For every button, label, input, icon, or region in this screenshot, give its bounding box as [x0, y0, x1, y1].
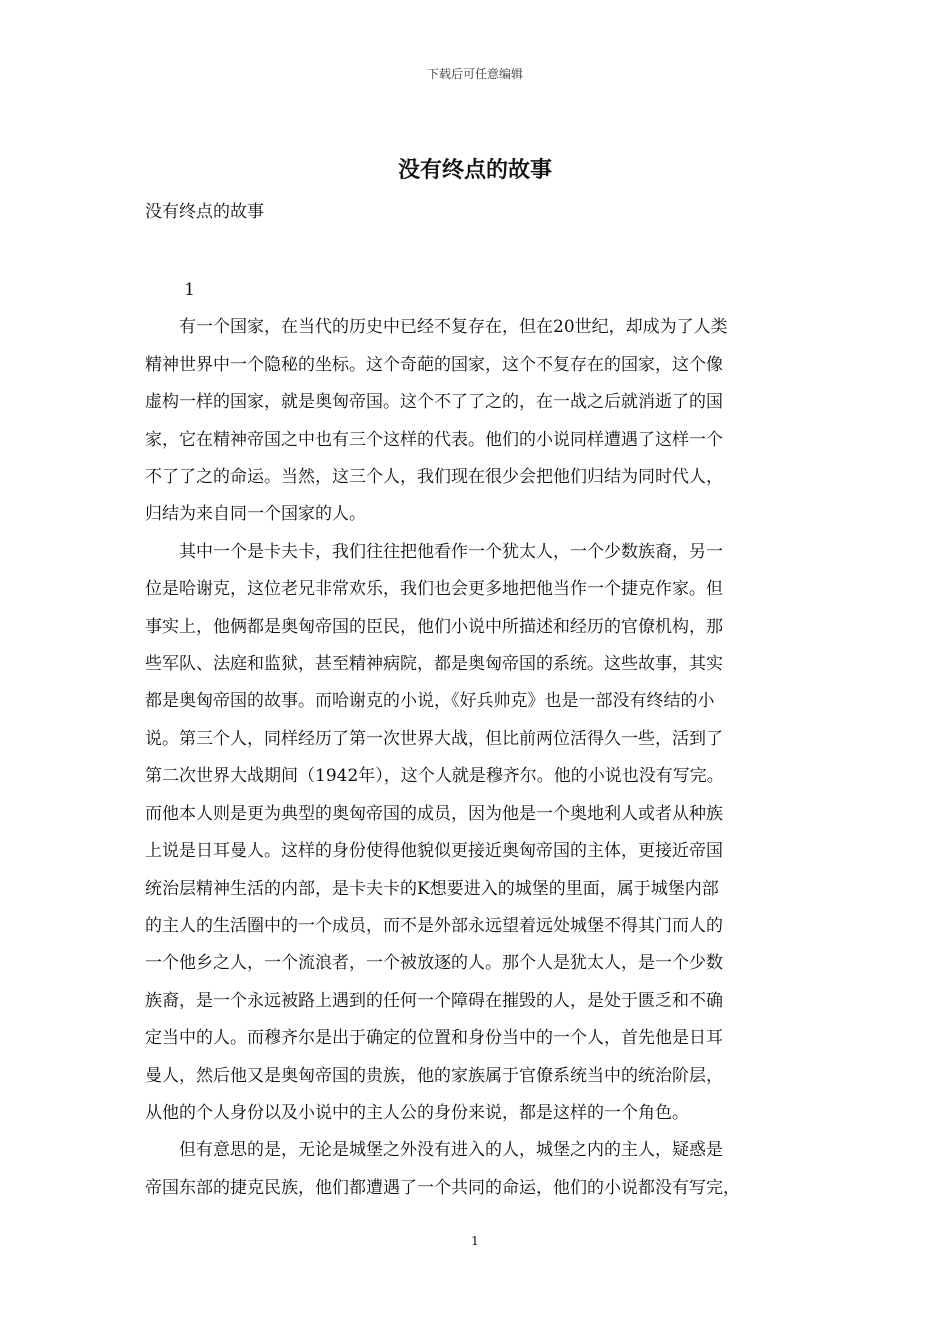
paragraph-1-line-2: 精神世界中一个隐秘的坐标。这个奇葩的国家，这个不复存在的国家，这个像 [145, 354, 723, 375]
page-number: 1 [471, 1234, 479, 1248]
body-text [145, 272, 807, 1207]
paragraph-2-line-14: 定当中的人。而穆齐尔是出于确定的位置和身份当中的一个人，首先他是日耳 [145, 1028, 723, 1049]
paragraph-2-line-6: 说。第三个人，同样经历了第一次世界大战，但比前两位活得久一些，活到了 [145, 728, 723, 749]
paragraph-1-line-6: 归结为来自同一个国家的人。 [145, 504, 366, 525]
paragraph-2-line-15: 曼人，然后他又是奥匈帝国的贵族，他的家族属于官僚系统当中的统治阶层， [145, 1065, 723, 1086]
paragraph-3-line-2: 帝国东部的捷克民族，他们都遭遇了一个共同的命运，他们的小说都没有写完， [145, 1177, 740, 1198]
section-number: 1 [184, 280, 195, 300]
paragraph-2-line-7: 第二次世界大战期间（1942年），这个人就是穆齐尔。他的小说也没有写完。 [145, 766, 724, 787]
paragraph-2-line-5: 都是奥匈帝国的故事。而哈谢克的小说，《好兵帅克》也是一部没有终结的小 [145, 691, 715, 712]
paragraph-2-line-10: 统治层精神生活的内部，是卡夫卡的K想要进入的城堡的里面，属于城堡内部 [145, 878, 719, 899]
paragraph-2-line-8: 而他本人则是更为典型的奥匈帝国的成员，因为他是一个奥地利人或者从种族 [145, 803, 723, 824]
page-header-note: 下载后可任意编辑 [426, 67, 523, 81]
paragraph-2-line-11: 的主人的生活圈中的一个成员，而不是外部永远望着远处城堡不得其门而人的 [145, 915, 723, 936]
paragraph-2-line-3: 事实上，他俩都是奥匈帝国的臣民，他们小说中所描述和经历的官僚机构，那 [145, 616, 723, 637]
paragraph-1-line-5: 不了了之的命运。当然，这三个人，我们现在很少会把他们归结为同时代人， [145, 467, 723, 488]
paragraph-2-line-2: 位是哈谢克，这位老兄非常欢乐，我们也会更多地把他当作一个捷克作家。但 [145, 579, 723, 600]
document-subtitle: 没有终点的故事 [145, 202, 264, 222]
paragraph-2-line-12: 一个他乡之人，一个流浪者，一个被放逐的人。那个人是犹太人，是一个少数 [145, 953, 723, 974]
paragraph-3-line-1: 但有意思的是，无论是城堡之外没有进入的人，城堡之内的主人，疑惑是 [179, 1140, 723, 1161]
paragraph-1-line-3: 虚构一样的国家，就是奥匈帝国。这个不了了之的，在一战之后就消逝了的国 [145, 392, 723, 413]
paragraph-1-line-1: 有一个国家，在当代的历史中已经不复存在，但在20世纪，却成为了人类 [179, 317, 728, 338]
paragraph-2-line-4: 些军队、法庭和监狱，甚至精神病院，都是奥匈帝国的系统。这些故事，其实 [145, 654, 723, 675]
paragraph-2-line-16: 从他的个人身份以及小说中的主人公的身份来说，都是这样的一个角色。 [145, 1102, 689, 1123]
paragraph-2-line-9: 上说是日耳曼人。这样的身份使得他貌似更接近奥匈帝国的主体，更接近帝国 [145, 841, 723, 862]
document-title: 没有终点的故事 [397, 157, 552, 183]
paragraph-2-line-1: 其中一个是卡夫卡，我们往往把他看作一个犹太人，一个少数族裔，另一 [179, 541, 723, 562]
paragraph-1-line-4: 家，它在精神帝国之中也有三个这样的代表。他们的小说同样遭遇了这样一个 [145, 429, 723, 450]
paragraph-2-line-13: 族裔，是一个永远被路上遇到的任何一个障碍在摧毁的人，是处于匮乏和不确 [145, 990, 723, 1011]
